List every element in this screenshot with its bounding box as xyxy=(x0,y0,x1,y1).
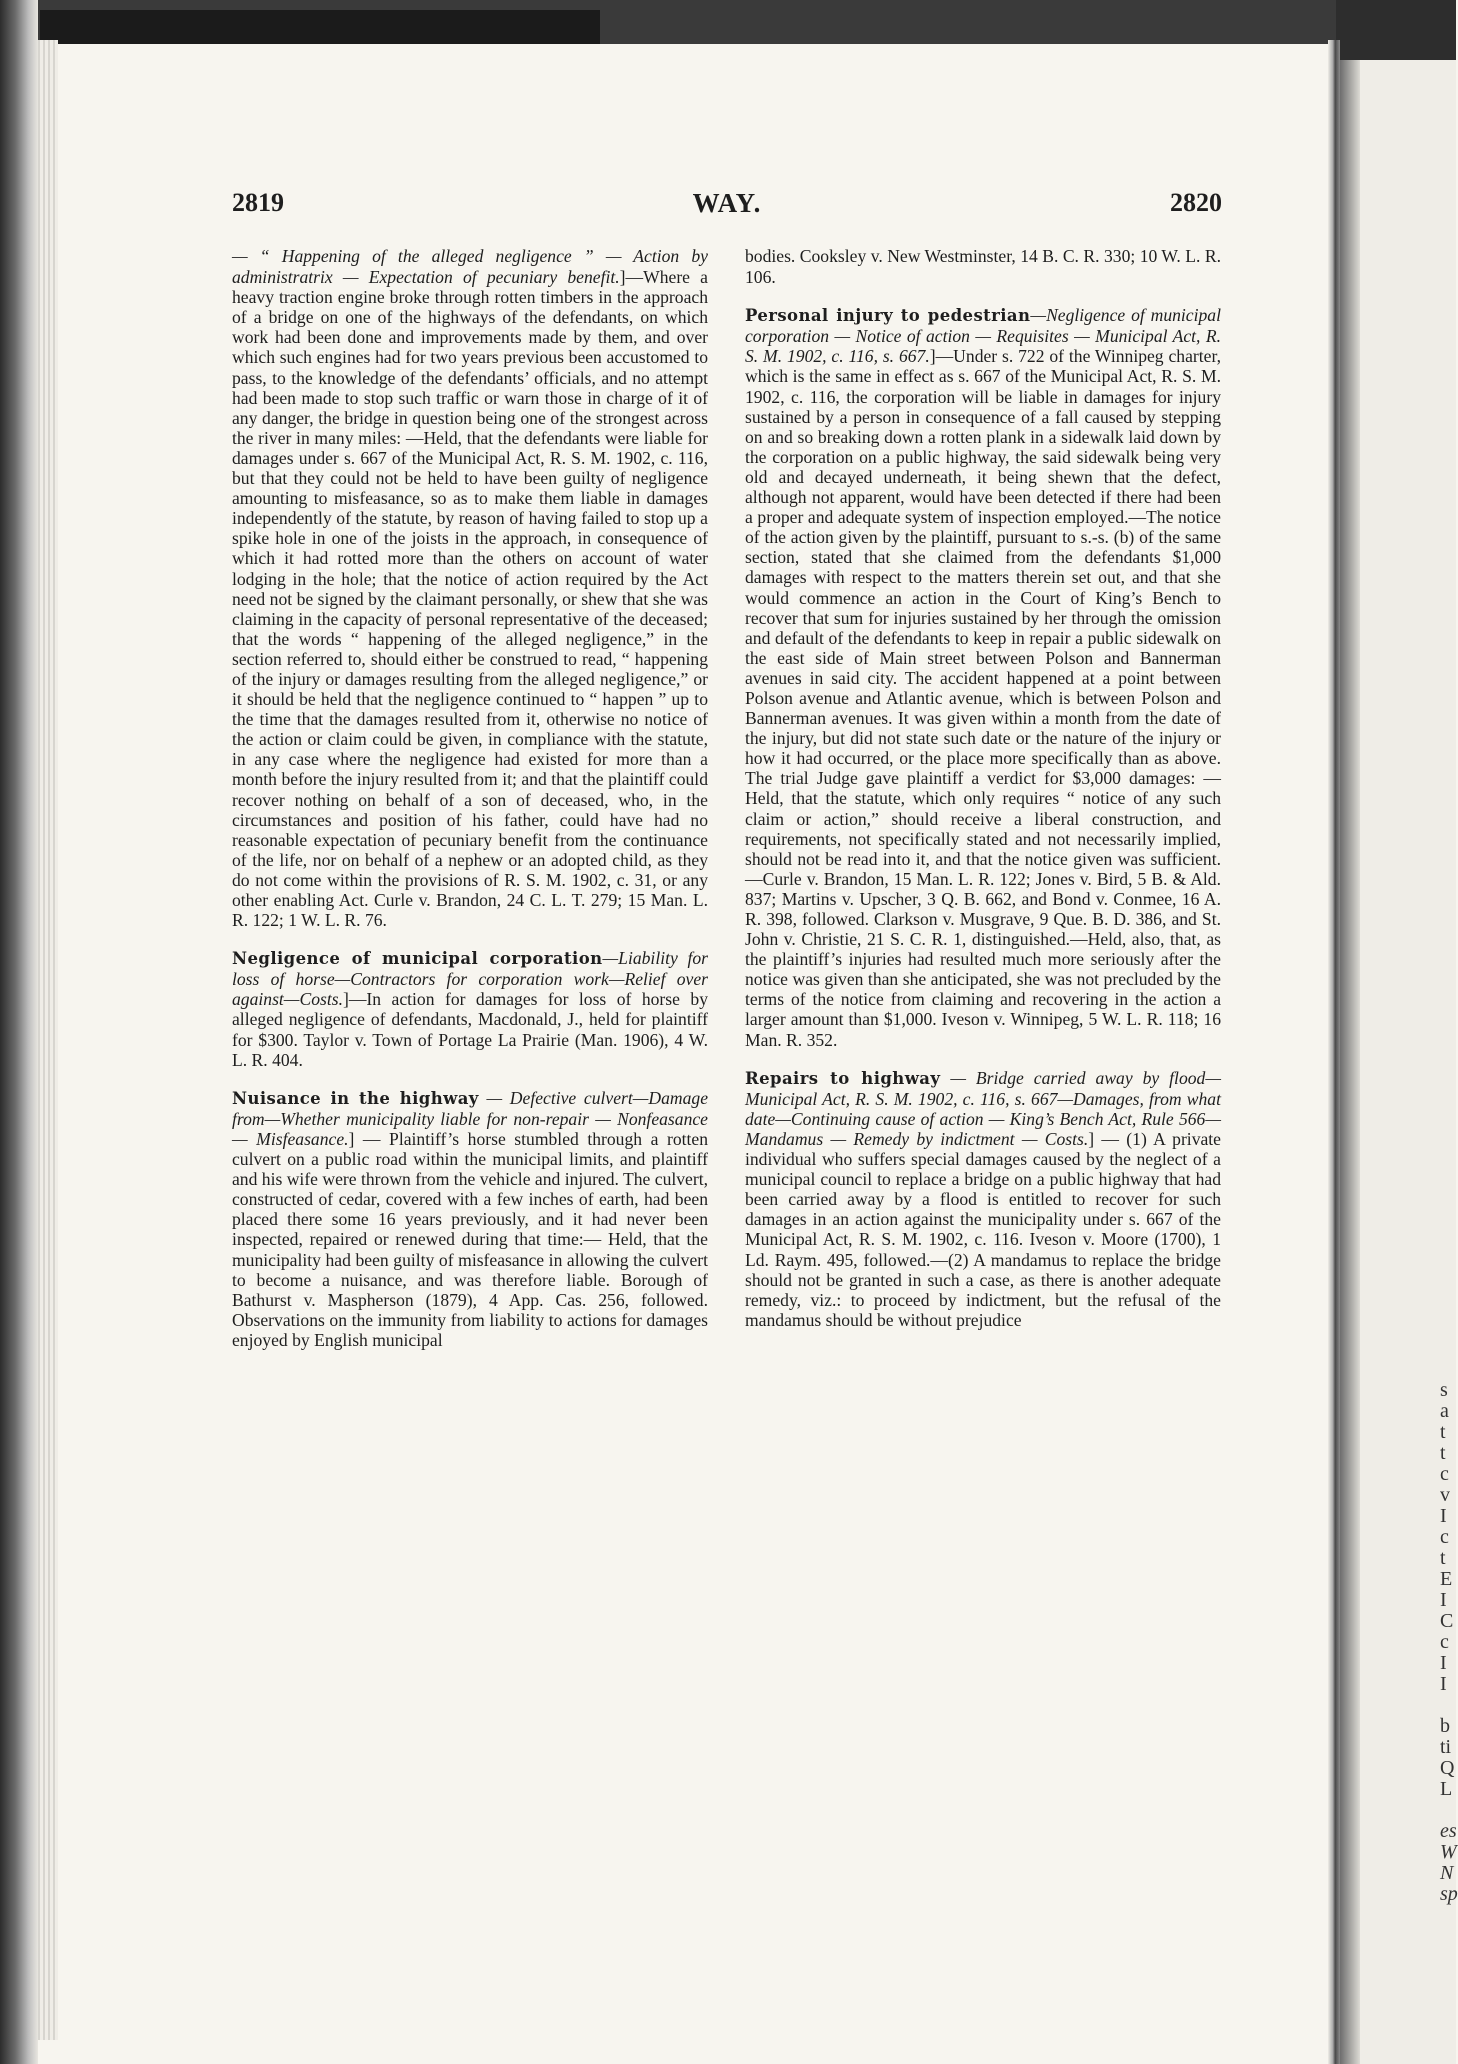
entry-heading: Repairs to highway xyxy=(745,1068,941,1088)
entry-body: ] — Plaintiff’s horse stumbled through a rotten culvert on a public road within the municipal limits, and plaintiff and his wife were thrown from the vehicle and injured. The culvert, constructed of cedar, covered with a few inches of earth, had been placed there some 16 years previously, and it had never been inspected, repaired or renewed during that time:— Held, that the municipality had been guilty of misfeasance in allowing the culvert to become a nuisance, and was therefore liable. Borough of Bathurst v. Maspherson (1879), 4 App. Cas. 256, followed. Observations on the immunity from liability to actions for damages enjoyed by English municipal xyxy=(232,1128,709,1350)
entry-catchwords: —Liability for loss of horse—Contractors for corporation work—Relief over against—Costs. xyxy=(232,948,708,1010)
entry-heading: Personal injury to pedestrian xyxy=(745,306,1031,326)
digest-entry xyxy=(745,246,1221,287)
digest-entry xyxy=(745,305,1221,1049)
entry-body: bodies. Cooksley v. New Westminster, 14 B. C. R. 330; 10 W. L. R. 106. xyxy=(745,246,1221,288)
facing-page-fragment: N xyxy=(1440,1862,1454,1884)
entry-heading: Negligence of municipal corporation xyxy=(232,949,603,969)
page-header xyxy=(232,188,1222,228)
entry-body: ]—Where a heavy traction engine broke through rotten timbers in the approach of a bridge on one of the highways of the defendants, on which work had been done and improvements made by them, and over which such engines had for two years previous been accustomed to pass, to the knowledge of the defendants’ officials, and no attempt had been made to stop such traffic or warn those in charge of it of any danger, the bridge in question being one of the strongest across the river in many miles: —Held, that the defendants were liable for damages under s. 667 of the Municipal Act, R. S. M. 1902, c. 116, but that they could not be held to have been guilty of negligence amounting to misfeasance, so as to make them liable in damages independently of the statute, by reason of having failed to stop up a spike hole in one of the joists in the approach, in consequence of which it had rotted more than the others on account of water lodging in the hole; that the notice of action required by the Act need not be signed by the claimant personally, or shew that she was claiming in the capacity of personal representative of the deceased; that the words “ happening of the alleged negligence,” in the section referred to, should either be construed to read, “ happening of the injury or damages resulting from the alleged negligence,” or it should be held that the negligence continued to “ happen ” up to the time that the damages resulted from it, otherwise no notice of the action or claim could be given, in compliance with the statute, in any case where the negligence had existed for more than a month before the injury resulted from it; and that the plaintiff could recover nothing on behalf of a son of deceased, who, in the circumstances and position of his father, could have had no reasonable expectation of pecuniary benefit from the continuance of the life, nor on behalf of a nephew or an adopted child, as they do not come within the provisions of R. S. M. 1902, c. 31, or any other enabling Act. Curle v. Brandon, 24 C. L. T. 279; 15 Man. L. R. 122; 1 W. L. R. 76. xyxy=(232,267,708,931)
scan-top-border xyxy=(0,0,1456,44)
facing-page-fragment: C xyxy=(1440,1610,1454,1632)
entry-body: ]—In action for damages for loss of horse by alleged negligence of defendants, Macdonald, J., held for plaintiff for $300. Taylor v. Town of Portage La Prairie (Man. 1906), 4 W. L. R. 404. xyxy=(232,989,708,1070)
facing-page-fragment: t xyxy=(1440,1547,1446,1569)
facing-page-fragment: I xyxy=(1440,1505,1447,1527)
facing-page-fragment xyxy=(1440,1695,1456,1716)
facing-page-fragment: W xyxy=(1440,1841,1457,1863)
digest-entry xyxy=(232,948,708,1070)
right-column xyxy=(745,246,1221,1330)
facing-page-text-fragments xyxy=(1440,1380,1456,1905)
facing-page-fragment: es xyxy=(1440,1820,1457,1842)
page-number-right: 2820 xyxy=(1170,188,1222,217)
entry-catchwords: — Bridge carried away by flood—Municipal Act, R. S. M. 1902, c. 116, s. 667—Damages, from what date—Continuing cause of action — King’s Bench Act, Rule 566—Mandamus — Remedy by indictment — Costs. xyxy=(745,1067,1221,1149)
facing-page-fragment: I xyxy=(1440,1673,1447,1695)
facing-page-fragment: t xyxy=(1440,1421,1446,1443)
page-number-left: 2819 xyxy=(232,188,284,217)
facing-page-fragment: c xyxy=(1440,1631,1449,1653)
facing-page-fragment: b xyxy=(1440,1715,1450,1737)
facing-page-fragment: I xyxy=(1440,1652,1447,1674)
entry-body: ]—Under s. 722 of the Winnipeg charter, which is the same in effect as s. 667 of the Municipal Act, R. S. M. 1902, c. 116, the corporation will be liable in damages for injury sustained by a person in consequence of a fall caused by stepping on and so breaking down a rotten plank in a sidewalk laid down by the corporation on a public highway, the said sidewalk being very old and decayed underneath, it being shewn that the defect, although not apparent, would have been detected if there had been a proper and adequate system of inspection employed.—The notice of the action given by the plaintiff, pursuant to s.-s. (b) of the same section, stated that she claimed from the defendants $1,000 damages with respect to the matters therein set out, and that she would commence an action in the Court of King’s Bench to recover that sum for injuries sustained by her through the omission and default of the defendants to keep in repair a public sidewalk on the east side of Main street between Polson and Bannerman avenues in said city. The accident happened at a point between Polson avenue and Atlantic avenue, which is between Polson and Bannerman avenues. It was given within a month from the date of the injury, but did not state such date or the nature of the injury or how it had occurred, or the place more specifically than as above. The trial Judge gave plaintiff a verdict for $3,000 damages: — Held, that the statute, which only requires “ notice of any such claim or action,” should receive a liberal construction, and requirements, not specifically stated and not necessarily implied, should not be read into it, and that the notice given was sufficient.—Curle v. Brandon, 15 Man. L. R. 122; Jones v. Bird, 5 B. & Ald. 837; Martins v. Upscher, 3 Q. B. 662, and Bond v. Conmee, 16 A. R. 398, followed. Clarkson v. Musgrave, 9 Que. B. D. 386, and St. John v. Christie, 21 S. C. R. 1, distinguished.—Held, also, that, as the plaintiff’s injuries had resulted much more seriously after the notice was given than she anticipated, she was not precluded by the terms of the notice from claiming and recovering in the action a larger amount than $1,000. Iveson v. Winnipeg, 5 W. L. R. 118; 16 Man. R. 352. xyxy=(745,346,1221,1050)
book-gutter xyxy=(1328,40,1340,2064)
facing-page-fragment: a xyxy=(1440,1400,1449,1422)
digest-entry xyxy=(232,246,708,930)
facing-page-fragment: Q xyxy=(1440,1757,1455,1779)
facing-page-fragment: c xyxy=(1440,1526,1449,1548)
facing-page-fragment: c xyxy=(1440,1463,1449,1485)
facing-page-fragment: t xyxy=(1440,1442,1446,1464)
facing-page-fragment: L xyxy=(1440,1778,1453,1800)
facing-page-fragment: s xyxy=(1440,1379,1448,1401)
book-spine-edge xyxy=(0,0,38,2064)
facing-page-fragment: E xyxy=(1440,1568,1453,1590)
digest-entry xyxy=(232,1088,708,1350)
entry-heading: Nuisance in the highway xyxy=(232,1088,479,1108)
left-column xyxy=(232,246,708,1350)
facing-page-fragment: sp xyxy=(1440,1883,1458,1905)
facing-page-fragment: I xyxy=(1440,1589,1447,1611)
page-stack-edge xyxy=(38,40,58,2040)
entry-catchwords: — “ Happening of the alleged negligence ” — Action by administratrix — Expectation of pecuniary benefit. xyxy=(232,246,708,288)
entry-body: ] — (1) A private individual who suffers special damages caused by the neglect of a municipal council to replace a bridge on a public highway that had been carried away by a flood is entitled to recover for such damages in an action against the municipality under s. 667 of the Municipal Act, R. S. M. 1902, c. 116. Iveson v. Moore (1700), 1 Ld. Raym. 495, followed.—(2) A mandamus to replace the bridge should not be granted in such a case, as there is another adequate remedy, viz.: to proceed by indictment, but the refusal of the mandamus should be without prejudice xyxy=(745,1128,1221,1330)
digest-entry xyxy=(745,1068,1221,1330)
facing-page-fragment: ti xyxy=(1440,1736,1452,1758)
facing-page-fragment xyxy=(1440,1800,1456,1821)
entry-catchwords: —Negligence of municipal corporation — Notice of action — Requisites — Municipal Act, R. S. M. 1902, c. 116, s. 667. xyxy=(745,305,1221,367)
entry-catchwords: — Defective culvert—Damage from—Whether municipality liable for non-repair — Nonfeasance — Misfeasance. xyxy=(232,1087,709,1149)
running-title: WAY. xyxy=(692,188,762,218)
facing-page-fragment: v xyxy=(1440,1484,1450,1506)
gutter-shadow xyxy=(1340,60,1360,2064)
scan-top-right-border xyxy=(1336,0,1456,60)
